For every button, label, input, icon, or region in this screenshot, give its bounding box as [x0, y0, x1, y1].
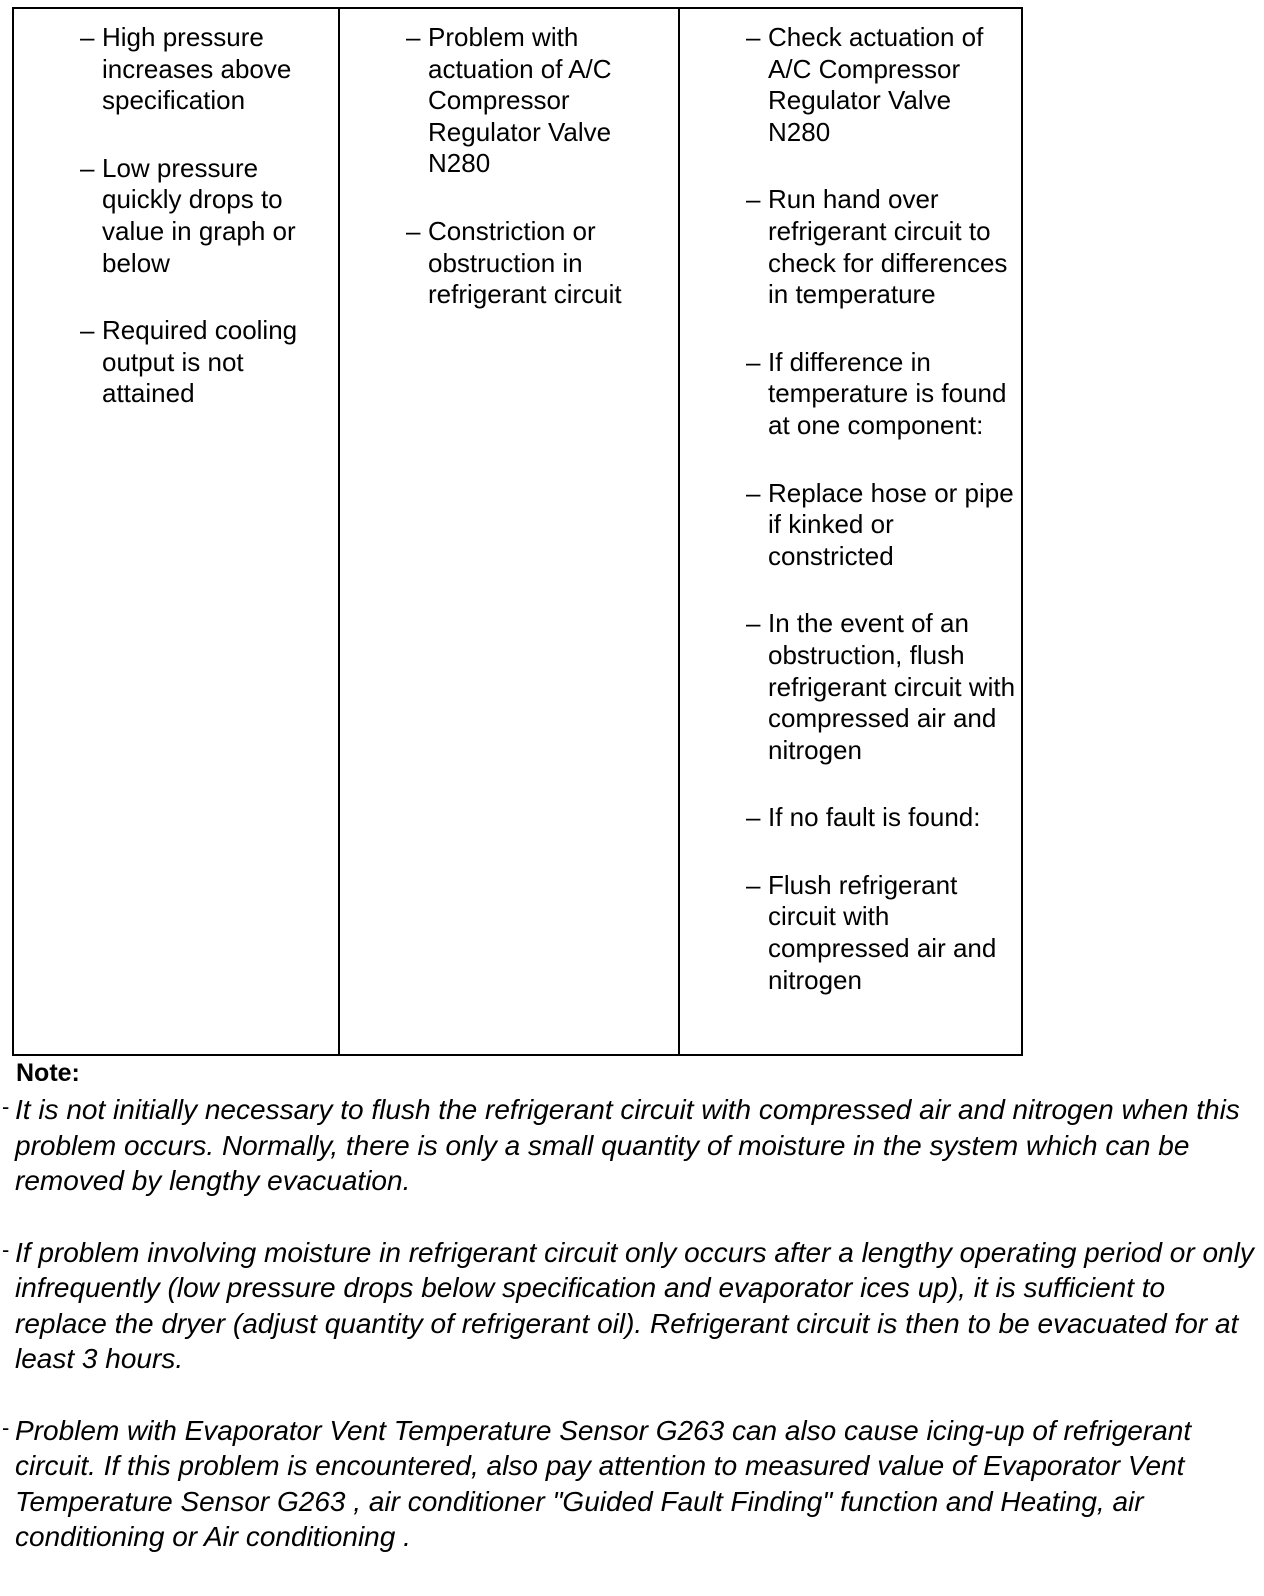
- note-text: It is not initially necessary to flush the refrigerant circuit with compressed air and nitrogen when this problem occurs. Normally, there is only a small quantity of moisture in the system which can be removed by lengthy evacuation.: [15, 1094, 1240, 1196]
- dash-bullet: –: [746, 346, 761, 377]
- dash-bullet: –: [746, 184, 761, 215]
- note-bullet: -: [2, 1414, 10, 1440]
- item-text: Problem with actuation of A/C Compressor Regulator Valve N280: [428, 22, 612, 179]
- list-item: [746, 870, 1016, 996]
- dash-bullet: –: [746, 22, 761, 52]
- item-text: Replace hose or pipe if kinked or constricted: [768, 477, 1014, 571]
- list-item: [80, 22, 330, 117]
- cause-list: [406, 22, 674, 347]
- list-item: [746, 22, 1016, 148]
- list-item: [746, 478, 1016, 573]
- cause-column: [340, 9, 680, 1054]
- item-text: Low pressure quickly drops to value in graph or below: [102, 152, 296, 278]
- list-item: [406, 22, 674, 180]
- note-text: If problem involving moisture in refrigerant circuit only occurs after a lengthy operating period or only infrequently (low pressure drops below specification and evaporator ices up), it is sufficient to replace the dryer (adjust quantity of refrigerant oil). Refrigerant circuit is then to be evacuated for at least 3 hours.: [15, 1236, 1254, 1374]
- item-text: Flush refrigerant circuit with compressed air and nitrogen: [768, 869, 997, 995]
- dash-bullet: –: [80, 22, 95, 52]
- item-text: If no fault is found:: [768, 802, 981, 833]
- dash-bullet: –: [746, 477, 761, 508]
- dash-bullet: –: [80, 315, 95, 346]
- dash-bullet: –: [406, 22, 421, 52]
- list-item: [746, 184, 1016, 310]
- item-text: Constriction or obstruction in refrigerant circuit: [428, 215, 622, 310]
- diagnosis-table: [12, 7, 1023, 1056]
- dash-bullet: –: [746, 608, 761, 639]
- dash-bullet: –: [80, 152, 95, 183]
- item-text: Check actuation of A/C Compressor Regulator Valve N280: [768, 22, 984, 147]
- dash-bullet: –: [746, 802, 761, 833]
- item-text: If difference in temperature is found at one component:: [768, 346, 1007, 440]
- dash-bullet: –: [746, 869, 761, 900]
- note-list: [0, 1092, 1260, 1591]
- list-item: [746, 347, 1016, 442]
- note-item: [0, 1235, 1260, 1377]
- note-item: [0, 1092, 1260, 1199]
- item-text: Required cooling output is not attained: [102, 315, 298, 409]
- note-bullet: -: [2, 1236, 10, 1262]
- item-text: In the event of an obstruction, flush refrigerant circuit with compressed air and nitrogen: [768, 608, 1016, 765]
- note-bullet: -: [2, 1094, 10, 1119]
- dash-bullet: –: [406, 215, 421, 246]
- list-item: [80, 153, 330, 279]
- list-item: [80, 315, 330, 410]
- note-text: Problem with Evaporator Vent Temperature Sensor G263 can also cause icing-up of refrigerant circuit. If this problem is encountered, also pay attention to measured value of Evaporator Vent Temperature Sensor G263 , air conditioner "Guided Fault Finding" function and Heating, air conditioning or Air conditioning .: [15, 1414, 1192, 1552]
- remedy-column: [680, 9, 1021, 1054]
- item-text: Run hand over refrigerant circuit to check for differences in temperature: [768, 184, 1008, 310]
- list-item: [406, 216, 674, 311]
- note-label: Note:: [16, 1059, 80, 1087]
- list-item: [746, 608, 1016, 766]
- note-item: [0, 1413, 1260, 1555]
- item-text: High pressure increases above specification: [102, 22, 292, 116]
- remedy-list: [746, 22, 1016, 1032]
- symptom-column: [14, 9, 340, 1054]
- list-item: [746, 802, 1016, 834]
- symptom-list: [80, 22, 330, 446]
